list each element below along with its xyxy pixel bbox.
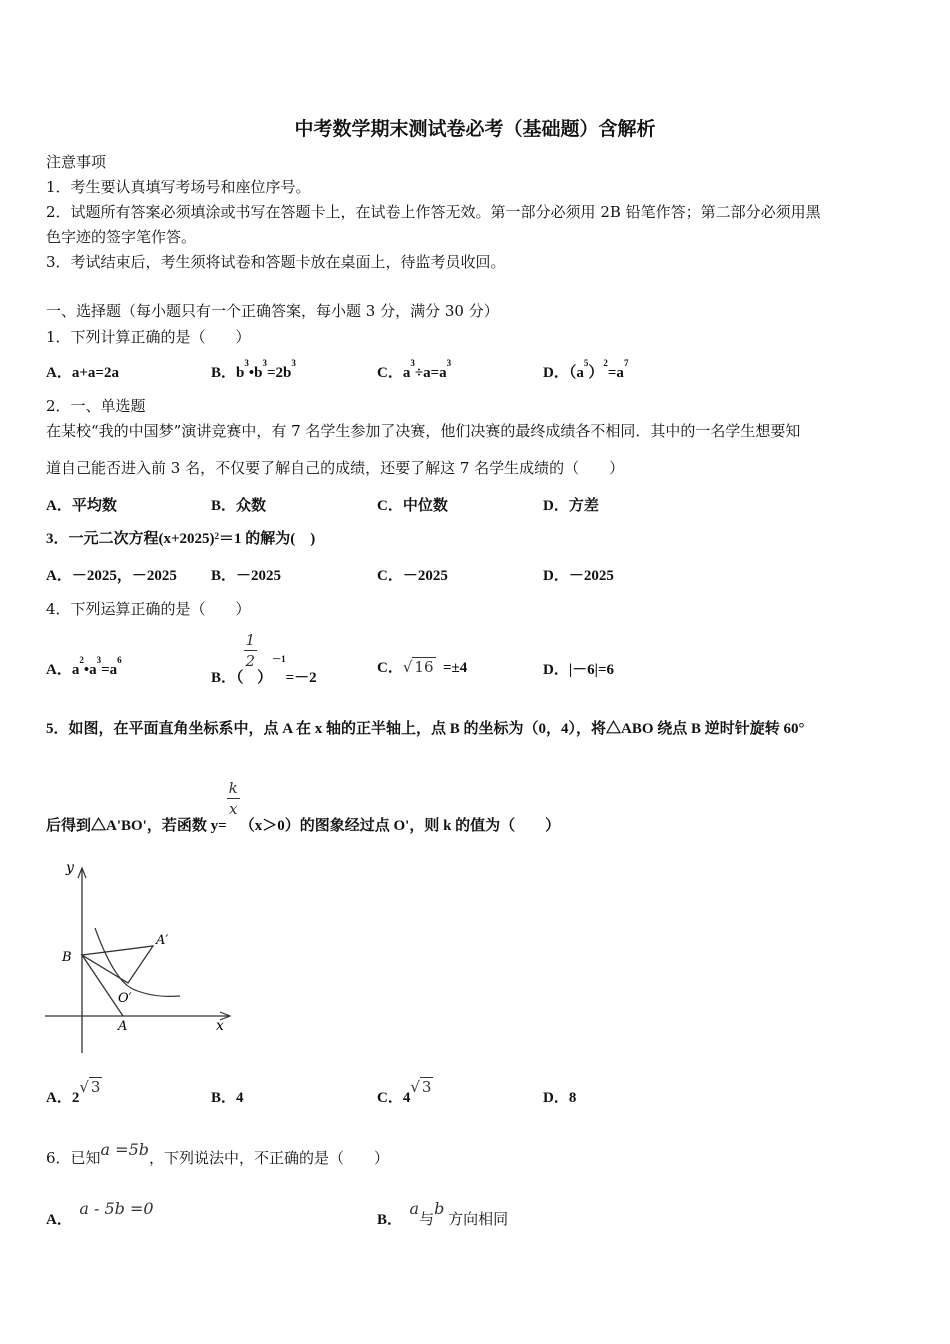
q4-option-a: A．$a^2•a^3=a^6$ — [46, 655, 122, 678]
q2-option-a: A．平均数 — [46, 498, 117, 514]
q5-option-a: A．2√ 3 — [46, 1078, 101, 1106]
fraction-k-over-x: $\frac{k}{x}$ — [228, 779, 238, 818]
q1-stem: 1．下列计算正确的是（ ） — [46, 328, 251, 346]
q3-option-a: A．－2025，－2025 — [46, 568, 177, 584]
q4-option-d: D．|－6|=6 — [543, 662, 614, 678]
q1-option-a: A．a+a=2a — [46, 365, 119, 381]
q5-option-b: B．4 — [211, 1090, 244, 1106]
label-b: B — [62, 950, 72, 965]
label-a: A — [118, 1019, 128, 1034]
page-title: 中考数学期末测试卷必考（基础题）含解析 — [294, 118, 656, 140]
label-x: x — [216, 1018, 224, 1034]
label-a-prime: A′ — [156, 933, 169, 948]
q2-head: 2．一、单选题 — [46, 397, 146, 415]
notice-item-2: 2．试题所有答案必须填涂或书写在答题卡上，在试卷上作答无效。第一部分必须用 2B 铅笔作答；第二部分必须用黑 — [46, 203, 821, 221]
q4-stem: 4．下列运算正确的是（ ） — [46, 600, 251, 618]
sqrt-symbol: √ 3 — [410, 1078, 432, 1096]
q5-coordinate-figure — [40, 858, 240, 1058]
q1-option-c: C．$a^3\div a=a^3$ — [377, 358, 452, 381]
notice-item-1: 1．考生要认真填写考场号和座位序号。 — [46, 178, 311, 196]
q6-option-b: B． a与b 方向相同 — [377, 1199, 509, 1228]
segment-ba — [82, 955, 123, 1016]
notice-item-2-cont: 色字迹的签字笔作答。 — [46, 228, 197, 246]
sqrt-symbol: √ 16 — [402, 658, 434, 676]
q2-option-d: D．方差 — [543, 498, 599, 514]
q6-stem: 6．已知a =5b，下列说法中，不正确的是（ ） — [46, 1140, 390, 1167]
notice-item-3: 3．考试结束后，考生须将试卷和答题卡放在桌面上，待监考员收回。 — [46, 253, 506, 271]
q5-stem-line2: 后得到△A'BO'，若函数 y= $\frac{k}{x}$ （x＞0）的图象经过点 O'，则 k 的值为（ ） — [46, 779, 561, 834]
q5-option-c: C．4√ 3 — [377, 1078, 432, 1106]
q4-option-b: B．（ $\frac{1}{2}$ ）$^{-1}$=－2 — [211, 631, 317, 686]
q1-option-b: B．$b^3•b^3=2b^3$ — [211, 358, 296, 381]
section-heading: 一、选择题（每小题只有一个正确答案，每小题 3 分，满分 30 分） — [46, 302, 499, 320]
q4-option-c: C．√ 16 =±4 — [377, 658, 468, 676]
q3-stem: 3．一元二次方程$(x+2025)^2=1$ 的解为( ) — [46, 531, 316, 547]
notice-heading: 注意事项 — [46, 153, 107, 171]
q1-option-d: D．$(a^5)^2=a^7$ — [543, 358, 629, 381]
label-y: y — [66, 860, 74, 876]
q5-stem-line1: 5．如图，在平面直角坐标系中，点 A 在 x 轴的正半轴上，点 B 的坐标为（0，4），将△ABO 绕点 B 逆时针旋转 60° — [46, 721, 805, 737]
fraction-one-half: $\frac{1}{2}$ — [245, 631, 256, 670]
q2-stem-line1: 在某校“我的中国梦”演讲竞赛中，有 7 名学生参加了决赛，他们决赛的最终成绩各不相同．其中的一名学生想要知 — [46, 422, 801, 440]
q3-option-c: C．－2025 — [377, 568, 448, 584]
q2-stem-line2: 道自己能否进入前 3 名，不仅要了解自己的成绩，还要了解这 7 名学生成绩的（ ） — [46, 459, 625, 477]
q2-option-b: B．众数 — [211, 498, 267, 514]
q2-option-c: C．中位数 — [377, 498, 448, 514]
q3-option-b: B．－2025 — [211, 568, 282, 584]
q6-option-a: A． a - 5b =0 — [46, 1199, 154, 1228]
q5-option-d: D．8 — [543, 1090, 577, 1106]
q3-option-d: D．－2025 — [543, 568, 614, 584]
label-o-prime: O′ — [118, 991, 132, 1006]
sqrt-symbol: √ 3 — [79, 1078, 101, 1096]
triangle-a-prime-b-o-prime — [82, 946, 153, 983]
